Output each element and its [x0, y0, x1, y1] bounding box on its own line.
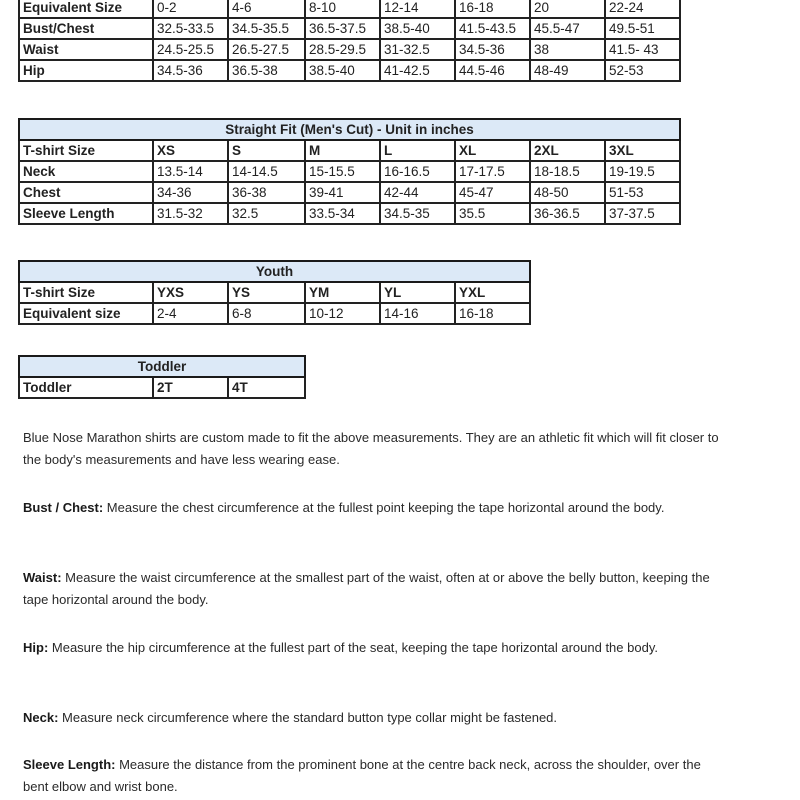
table-cell: 44.5-46	[455, 60, 530, 81]
table-cell: 34.5-35.5	[228, 18, 305, 39]
table-row	[19, 60, 680, 81]
size-header-cell: YL	[380, 282, 455, 303]
row-label: T-shirt Size	[19, 140, 153, 161]
table-cell: 36-36.5	[530, 203, 605, 224]
sleeve-length-text: Measure the distance from the prominent bone at the centre back neck, across the shoulder, over the bent elbow and wrist bone.	[23, 757, 701, 794]
neck-text: Measure neck circumference where the standard button type collar might be fastened.	[58, 710, 558, 725]
table-row	[19, 161, 680, 182]
table-cell: 2-4	[153, 303, 228, 324]
hip-instruction	[23, 637, 723, 659]
row-label: Neck	[19, 161, 153, 182]
table-cell: 37-37.5	[605, 203, 680, 224]
table-cell: 32.5-33.5	[153, 18, 228, 39]
table-cell: 4-6	[228, 0, 305, 18]
size-header-cell: YXS	[153, 282, 228, 303]
table-cell: 0-2	[153, 0, 228, 18]
table-cell: 26.5-27.5	[228, 39, 305, 60]
size-header-cell: 4T	[228, 377, 305, 398]
table-cell: 18-18.5	[530, 161, 605, 182]
bust-chest-text: Measure the chest circumference at the fullest point keeping the tape horizontal around the body.	[103, 500, 665, 515]
table-row	[19, 39, 680, 60]
size-header-cell: M	[305, 140, 380, 161]
hip-text: Measure the hip circumference at the fullest part of the seat, keeping the tape horizontal around the body.	[48, 640, 658, 655]
table-cell: 35.5	[455, 203, 530, 224]
youth-table-title: Youth	[19, 261, 530, 282]
toddler-table-title: Toddler	[19, 356, 305, 377]
table-cell: 36.5-38	[228, 60, 305, 81]
table-header-row	[19, 377, 305, 398]
table-cell: 34.5-36	[153, 60, 228, 81]
hip-term: Hip:	[23, 640, 49, 655]
table-cell: 10-12	[305, 303, 380, 324]
mens-table-title: Straight Fit (Men's Cut) - Unit in inches	[19, 119, 680, 140]
table-cell: 28.5-29.5	[305, 39, 380, 60]
mens-size-table	[18, 118, 681, 225]
row-label: Hip	[19, 60, 153, 81]
bust-chest-instruction	[23, 497, 723, 519]
table-cell: 41.5-43.5	[455, 18, 530, 39]
sleeve-length-term: Sleeve Length:	[23, 757, 116, 772]
table-row	[19, 182, 680, 203]
waist-term: Waist:	[23, 570, 62, 585]
table-cell: 16-18	[455, 303, 530, 324]
sleeve-length-instruction	[23, 754, 703, 798]
table-cell: 41.5- 43	[605, 39, 680, 60]
table-cell: 31-32.5	[380, 39, 455, 60]
table-row	[19, 303, 530, 324]
size-header-cell: XS	[153, 140, 228, 161]
toddler-table-body	[19, 377, 305, 398]
table-cell: 19-19.5	[605, 161, 680, 182]
size-header-cell: 2T	[153, 377, 228, 398]
size-header-cell: 2XL	[530, 140, 605, 161]
size-header-cell: XL	[455, 140, 530, 161]
row-label: Toddler	[19, 377, 153, 398]
intro-paragraph: Blue Nose Marathon shirts are custom made to fit the above measurements. They are an athletic fit which will fit closer to the body's measurements and have less wearing ease.	[23, 430, 719, 467]
table-cell: 49.5-51	[605, 18, 680, 39]
size-header-cell: YM	[305, 282, 380, 303]
waist-text: Measure the waist circumference at the smallest part of the waist, often at or above the belly button, keeping the tape horizontal around the body.	[23, 570, 710, 607]
table-cell: 36-38	[228, 182, 305, 203]
table-header-row	[19, 140, 680, 161]
table-cell: 34-36	[153, 182, 228, 203]
table-cell: 32.5	[228, 203, 305, 224]
table-cell: 42-44	[380, 182, 455, 203]
table-cell: 15-15.5	[305, 161, 380, 182]
neck-term: Neck:	[23, 710, 59, 725]
row-label: Bust/Chest	[19, 18, 153, 39]
table-cell: 8-10	[305, 0, 380, 18]
table-cell: 41-42.5	[380, 60, 455, 81]
row-label: T-shirt Size	[19, 282, 153, 303]
table-cell: 31.5-32	[153, 203, 228, 224]
table-cell: 45.5-47	[530, 18, 605, 39]
table-row	[19, 0, 680, 18]
size-header-cell: L	[380, 140, 455, 161]
mens-table-body	[19, 140, 680, 224]
womens-size-table	[18, 0, 681, 82]
toddler-size-table	[18, 355, 306, 399]
youth-size-table	[18, 260, 531, 325]
table-cell: 34.5-35	[380, 203, 455, 224]
table-cell: 39-41	[305, 182, 380, 203]
table-cell: 38	[530, 39, 605, 60]
row-label: Equivalent Size	[19, 0, 153, 18]
table-cell: 12-14	[380, 0, 455, 18]
table-cell: 14-14.5	[228, 161, 305, 182]
table-cell: 52-53	[605, 60, 680, 81]
table-cell: 36.5-37.5	[305, 18, 380, 39]
waist-instruction	[23, 567, 723, 611]
table-cell: 48-49	[530, 60, 605, 81]
table-cell: 20	[530, 0, 605, 18]
table-cell: 17-17.5	[455, 161, 530, 182]
table-header-row	[19, 282, 530, 303]
table-row	[19, 18, 680, 39]
youth-table-body	[19, 282, 530, 324]
table-cell: 38.5-40	[305, 60, 380, 81]
table-cell: 16-18	[455, 0, 530, 18]
womens-table-body	[19, 0, 680, 81]
bust-chest-term: Bust / Chest:	[23, 500, 104, 515]
table-cell: 16-16.5	[380, 161, 455, 182]
row-label: Equivalent size	[19, 303, 153, 324]
table-cell: 22-24	[605, 0, 680, 18]
size-header-cell: YS	[228, 282, 305, 303]
table-cell: 24.5-25.5	[153, 39, 228, 60]
table-cell: 14-16	[380, 303, 455, 324]
table-cell: 51-53	[605, 182, 680, 203]
neck-instruction	[23, 707, 723, 729]
row-label: Waist	[19, 39, 153, 60]
table-cell: 48-50	[530, 182, 605, 203]
size-header-cell: S	[228, 140, 305, 161]
size-header-cell: 3XL	[605, 140, 680, 161]
table-cell: 38.5-40	[380, 18, 455, 39]
table-cell: 13.5-14	[153, 161, 228, 182]
row-label: Sleeve Length	[19, 203, 153, 224]
table-cell: 33.5-34	[305, 203, 380, 224]
table-row	[19, 203, 680, 224]
size-header-cell: YXL	[455, 282, 530, 303]
table-cell: 45-47	[455, 182, 530, 203]
table-cell: 6-8	[228, 303, 305, 324]
row-label: Chest	[19, 182, 153, 203]
table-cell: 34.5-36	[455, 39, 530, 60]
